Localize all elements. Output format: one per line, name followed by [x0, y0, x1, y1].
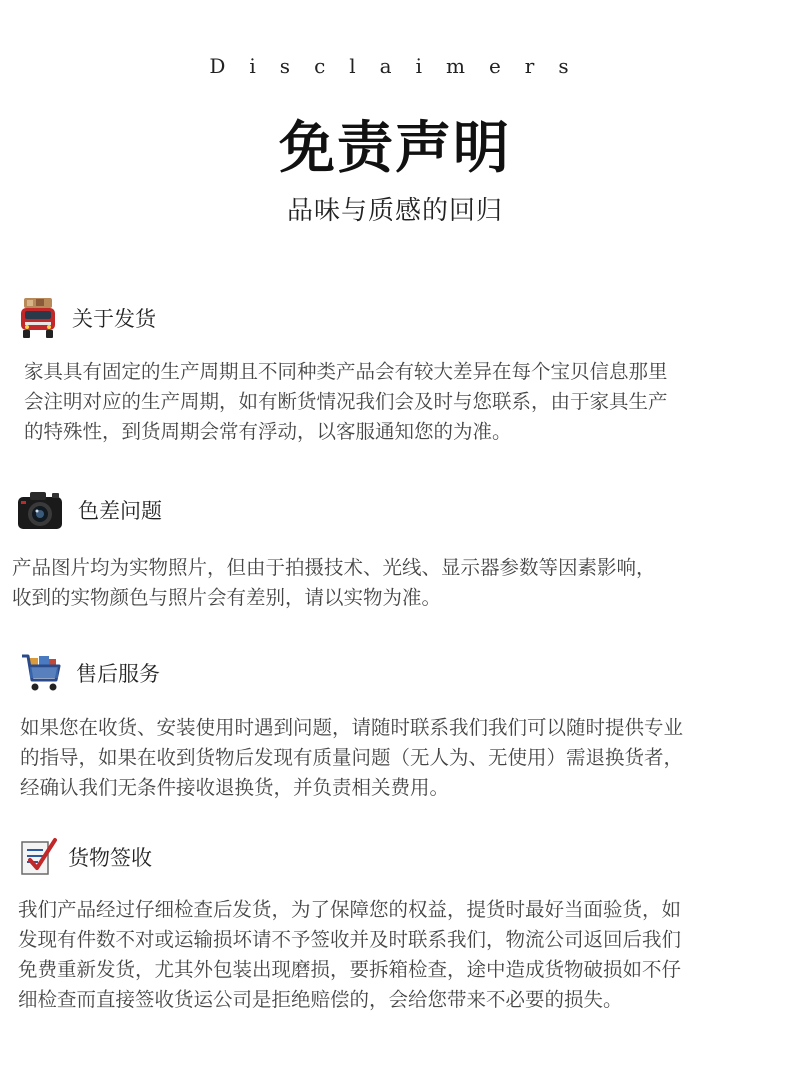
section-body-shipping: 家具具有固定的生产周期且不同种类产品会有较大差异在每个宝贝信息那里 会注明对应的生产周期，如有断货情况我们会及时与您联系，由于家具生产 的特殊性，到货周期会常有浮动，以客服通知您的为准。 [24, 360, 668, 443]
camera-icon [16, 489, 64, 531]
checklist-icon [18, 836, 58, 878]
english-title: Disclaimers [209, 54, 593, 78]
section-body-receipt: 我们产品经过仔细检查后发货，为了保障您的权益，提货时最好当面验货，如 发现有件数不对或运输损坏请不予签收并及时联系我们，物流公司返回后我们 免费重新发货，尤其外包装出现磨损，要拆箱检查，途中造成货物破损如不仔 细检查而直接签收货运公司是拒绝赔偿的，会给您带来不必要的损失。 [18, 898, 682, 1011]
section-body-aftersales: 如果您在收货、安装使用时遇到问题，请随时联系我们我们可以随时提供专业 的指导，如果在收到货物后发现有质量问题（无人为、无使用）需退换货者， 经确认我们无条件接收退换货，并负责相关费用。 [20, 716, 684, 799]
truck-icon [18, 296, 58, 340]
page-subtitle: 品味与质感的回归 [286, 196, 503, 226]
section-color-header [16, 489, 162, 531]
section-title-shipping: 关于发货 [72, 307, 156, 331]
page-title: 免责声明 [279, 115, 511, 181]
section-title-aftersales: 售后服务 [76, 662, 160, 686]
section-shipping-header [18, 296, 156, 340]
shopping-cart-icon [20, 652, 62, 694]
section-body-color: 产品图片均为实物照片，但由于拍摄技术、光线、显示器参数等因素影响， 收到的实物颜色与照片会有差别，请以实物为准。 [12, 556, 656, 609]
section-aftersales-header [20, 652, 160, 694]
section-title-color: 色差问题 [78, 499, 162, 523]
section-title-receipt: 货物签收 [68, 846, 152, 870]
section-receipt-header [18, 836, 152, 878]
